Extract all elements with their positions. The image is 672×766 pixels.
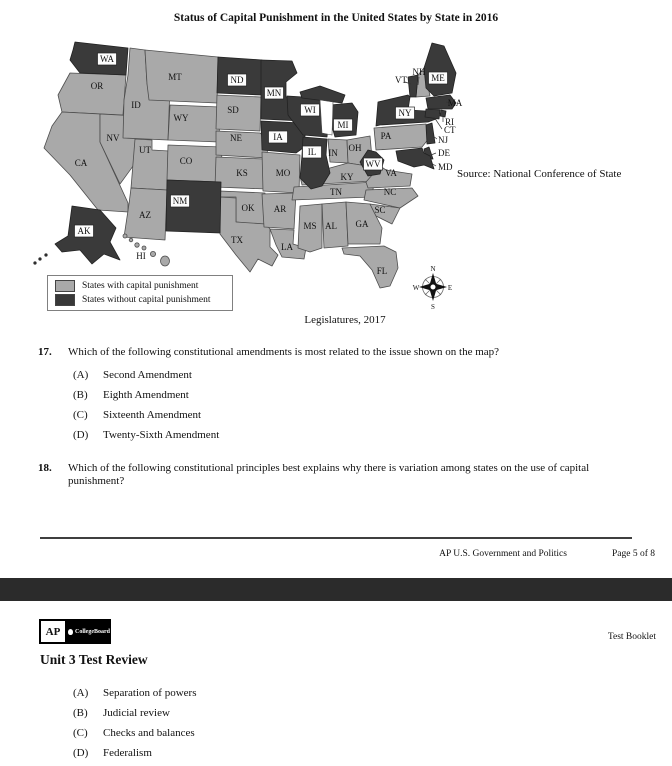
q17-option-c-text: Sixteenth Amendment xyxy=(103,409,202,421)
collegeboard-logo xyxy=(67,619,111,644)
p2-option-d xyxy=(0,747,152,760)
label-va: VA xyxy=(385,168,397,178)
unit-heading: Unit 3 Test Review xyxy=(40,652,148,667)
p2-option-d-text: Federalism xyxy=(103,747,152,759)
label-or: OR xyxy=(90,81,104,91)
q17-option-a xyxy=(0,369,192,382)
label-ga: GA xyxy=(355,219,369,229)
svg-text:IA: IA xyxy=(273,132,283,142)
label-ms: MS xyxy=(303,221,317,231)
label-box-wv xyxy=(364,158,383,170)
p2-option-a xyxy=(0,687,196,700)
p2-option-b-letter: (B) xyxy=(73,707,88,719)
state-me xyxy=(424,43,456,96)
label-box-me xyxy=(429,72,448,84)
p2-option-c xyxy=(0,727,195,740)
label-box-ak xyxy=(75,225,94,237)
svg-text:ME: ME xyxy=(431,73,445,83)
compass-w: W xyxy=(412,284,420,292)
footer-course-title: AP U.S. Government and Politics xyxy=(439,549,567,559)
q17-option-c xyxy=(0,409,201,422)
label-nj: NJ xyxy=(438,135,449,145)
svg-text:WI: WI xyxy=(304,105,316,115)
map-source-text: Source: National Conference of State xyxy=(457,168,622,180)
label-wy: WY xyxy=(173,113,189,123)
compass-e: E xyxy=(447,284,453,292)
label-nc: NC xyxy=(383,187,397,197)
svg-text:NY: NY xyxy=(398,108,412,118)
svg-text:NM: NM xyxy=(172,196,188,206)
label-az: AZ xyxy=(139,210,151,220)
label-ok: OK xyxy=(241,203,255,213)
question-18-number: 18. xyxy=(38,462,52,474)
legend-label-with: States with capital punishment xyxy=(82,281,199,291)
label-sd: SD xyxy=(227,105,239,115)
state-ri xyxy=(440,110,446,117)
label-box-il xyxy=(303,146,322,158)
page-break-band xyxy=(0,578,672,601)
state-or xyxy=(58,73,126,115)
label-tn: TN xyxy=(330,187,342,197)
q17-option-b-text: Eighth Amendment xyxy=(103,389,189,401)
label-tx: TX xyxy=(231,235,243,245)
state-vt xyxy=(408,75,418,97)
q17-option-a-letter: (A) xyxy=(73,369,89,381)
q17-option-b-letter: (B) xyxy=(73,389,88,401)
question-18 xyxy=(38,462,628,488)
svg-text:WA: WA xyxy=(100,54,114,64)
label-nv: NV xyxy=(106,133,120,143)
label-mt: MT xyxy=(168,72,182,82)
svg-text:MN: MN xyxy=(266,88,282,98)
q17-option-d xyxy=(0,429,219,442)
lake-michigan xyxy=(320,100,333,135)
compass-rose-icon xyxy=(413,265,452,311)
label-box-mi xyxy=(334,119,353,131)
map-source-text-continued: Legislatures, 2017 xyxy=(304,314,386,326)
p2-option-b xyxy=(0,707,170,720)
label-box-mn xyxy=(265,87,284,99)
label-in: IN xyxy=(328,148,338,158)
svg-text:IL: IL xyxy=(307,147,317,157)
question-17-number: 17. xyxy=(38,346,52,358)
test-booklet-label: Test Booklet xyxy=(607,632,656,642)
question-18-text: Which of the following constitutional principles best explains why there is variation among states on the use of capital punishment? xyxy=(68,462,590,487)
label-box-ia xyxy=(269,131,288,143)
label-md: MD xyxy=(438,162,453,172)
p2-option-a-text: Separation of powers xyxy=(103,687,197,699)
q17-option-a-text: Second Amendment xyxy=(103,369,192,381)
q17-option-d-letter: (D) xyxy=(73,429,89,441)
label-hi: HI xyxy=(136,251,146,261)
svg-text:AK: AK xyxy=(77,226,91,236)
compass-s: S xyxy=(431,303,435,311)
label-vt: VT xyxy=(395,75,407,85)
state-ne xyxy=(216,131,268,158)
label-ut: UT xyxy=(139,145,151,155)
label-ne: NE xyxy=(230,133,242,143)
label-box-nd xyxy=(228,74,247,86)
map-legend xyxy=(47,275,233,311)
label-oh: OH xyxy=(348,143,362,153)
label-pa: PA xyxy=(380,131,392,141)
legend-swatch-without xyxy=(55,294,75,306)
legend-label-without: States without capital punishment xyxy=(82,295,211,305)
label-sc: SC xyxy=(374,205,386,215)
p2-option-b-text: Judicial review xyxy=(103,707,170,719)
q17-option-b xyxy=(0,389,189,402)
label-fl: FL xyxy=(376,266,388,276)
svg-text:ND: ND xyxy=(230,75,244,85)
question-17-text: Which of the following constitutional amendments is most related to the issue shown on the map? xyxy=(68,346,500,358)
q17-option-d-text: Twenty-Sixth Amendment xyxy=(103,429,220,441)
state-wy xyxy=(168,105,220,142)
label-de: DE xyxy=(438,148,450,158)
q17-option-c-letter: (C) xyxy=(73,409,88,421)
state-nj xyxy=(426,123,435,144)
label-ca: CA xyxy=(74,158,88,168)
svg-text:MI: MI xyxy=(337,120,349,130)
label-ky: KY xyxy=(340,172,354,182)
label-ma: MA xyxy=(447,98,463,108)
label-ct: CT xyxy=(444,125,456,135)
state-ct xyxy=(425,109,440,119)
ap-collegeboard-logo xyxy=(39,619,111,644)
label-box-wi xyxy=(301,104,320,116)
legend-row-without xyxy=(55,293,232,307)
p2-option-d-letter: (D) xyxy=(73,747,89,759)
label-box-wa xyxy=(98,53,117,65)
state-co xyxy=(167,145,222,182)
label-ks: KS xyxy=(236,168,248,178)
footer-divider xyxy=(40,537,632,539)
legend-swatch-with xyxy=(55,280,75,292)
page-footer xyxy=(439,549,655,559)
label-al: AL xyxy=(325,221,337,231)
state-fl xyxy=(342,246,398,288)
collegeboard-acorn-icon xyxy=(68,629,73,635)
label-ar: AR xyxy=(273,204,287,214)
svg-text:WV: WV xyxy=(365,159,381,169)
label-box-nm xyxy=(171,195,190,207)
label-co: CO xyxy=(179,156,193,166)
label-ri: RI xyxy=(445,117,454,127)
footer-page-number: Page 5 of 8 xyxy=(611,549,655,559)
compass-n: N xyxy=(430,265,436,273)
label-nh: NH xyxy=(412,67,426,77)
collegeboard-logo-text: CollegeBoard xyxy=(75,628,110,635)
p2-option-c-text: Checks and balances xyxy=(103,727,195,739)
legend-row-with xyxy=(55,279,232,293)
label-id: ID xyxy=(131,100,141,110)
question-17 xyxy=(38,346,643,359)
map-title: Status of Capital Punishment in the United States by State in 2016 xyxy=(173,12,499,24)
p2-option-a-letter: (A) xyxy=(73,687,89,699)
label-mo: MO xyxy=(275,168,291,178)
label-la: LA xyxy=(281,242,293,252)
label-box-ny xyxy=(396,107,415,119)
p2-option-c-letter: (C) xyxy=(73,727,88,739)
ap-logo-mark: AP xyxy=(39,619,67,644)
